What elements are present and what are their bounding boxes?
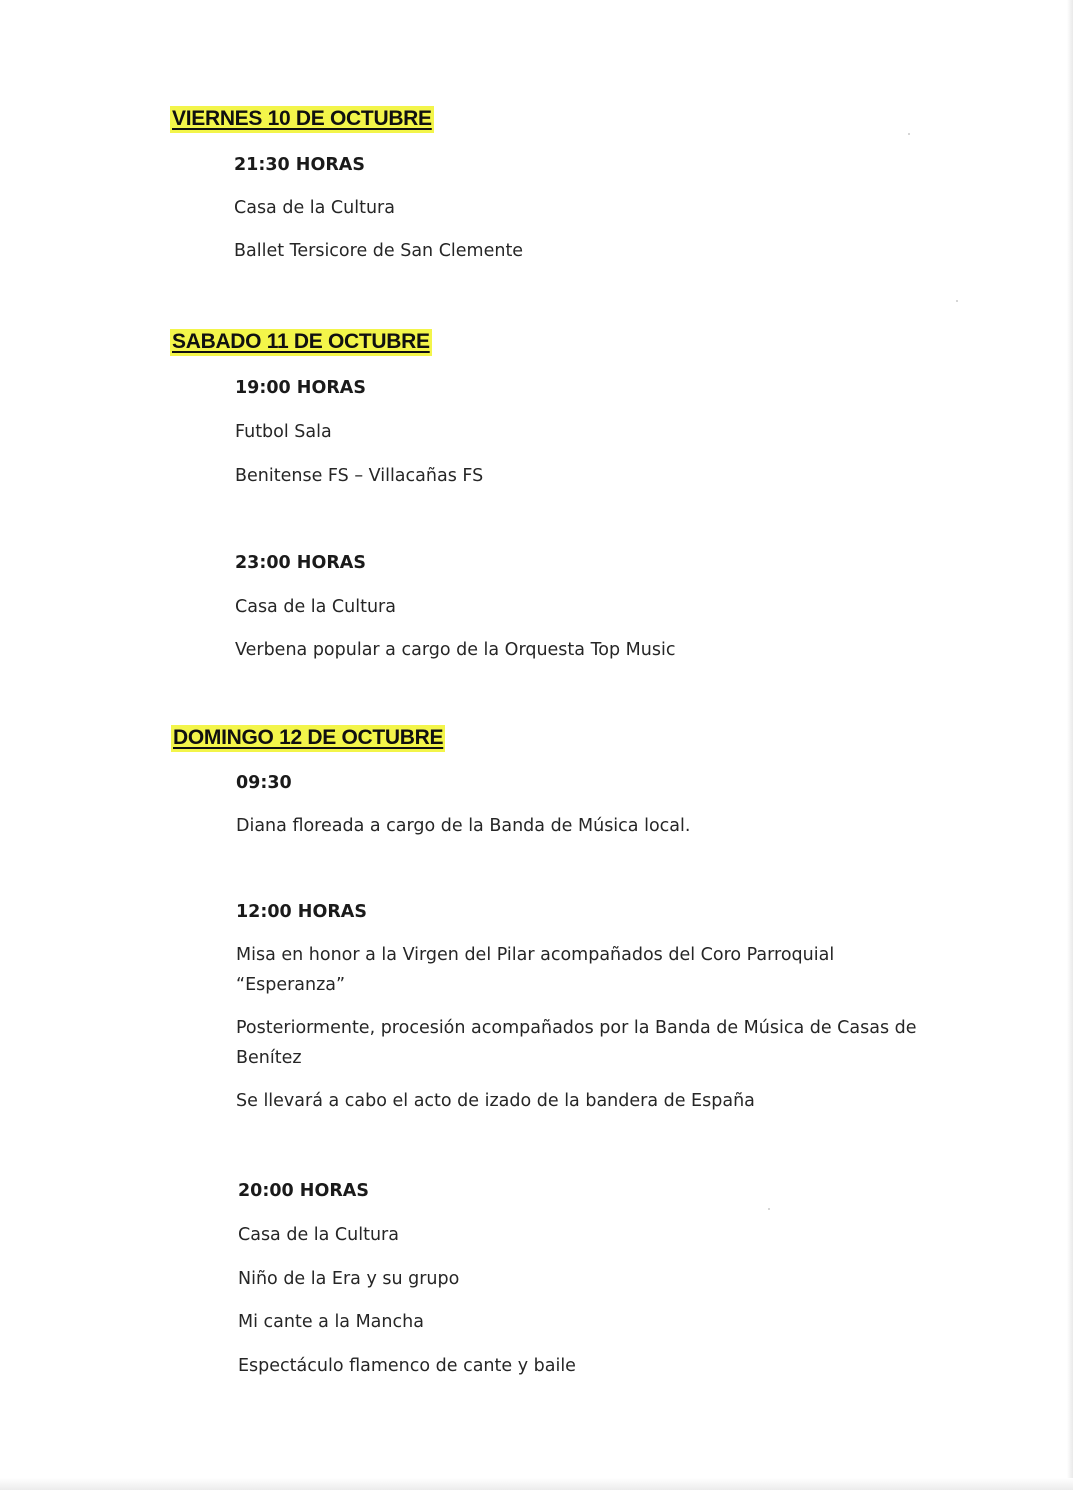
scan-edge-bottom [0, 1478, 1073, 1490]
event-line: Verbena popular a cargo de la Orquesta Top Music [235, 640, 676, 660]
day-heading-domingo: DOMINGO 12 DE OCTUBRE [171, 725, 445, 752]
event-line: Casa de la Cultura [234, 198, 395, 218]
day-heading-viernes: VIERNES 10 DE OCTUBRE [170, 106, 434, 133]
event-time: 20:00 HORAS [238, 1181, 369, 1201]
event-time: 12:00 HORAS [236, 902, 367, 922]
event-time: 19:00 HORAS [235, 378, 366, 398]
event-line: Se llevará a cabo el acto de izado de la bandera de España [236, 1091, 755, 1111]
event-line: Casa de la Cultura [235, 597, 396, 617]
event-line: Espectáculo flamenco de cante y baile [238, 1356, 576, 1376]
scan-edge-right [1067, 0, 1073, 1490]
event-line: Mi cante a la Mancha [238, 1312, 424, 1332]
day-heading-sabado: SABADO 11 DE OCTUBRE [170, 329, 432, 356]
event-line: Futbol Sala [235, 422, 332, 442]
event-line: Misa en honor a la Virgen del Pilar acompañados del Coro Parroquial “Esperanza” [236, 945, 835, 995]
event-line: Niño de la Era y su grupo [238, 1269, 460, 1289]
event-line: Ballet Tersicore de San Clemente [234, 241, 524, 261]
event-time: 09:30 [236, 773, 292, 793]
scan-speck [908, 133, 910, 135]
event-time: 23:00 HORAS [235, 553, 366, 573]
event-line: Benitense FS – Villacañas FS [235, 466, 484, 486]
event-line: Diana floreada a cargo de la Banda de Música local. [236, 816, 691, 836]
event-line: Casa de la Cultura [238, 1225, 399, 1245]
scan-speck [956, 300, 958, 302]
scan-speck [768, 1208, 770, 1210]
event-line: Posteriormente, procesión acompañados por la Banda de Música de Casas de Benítez [236, 1018, 917, 1068]
event-time: 21:30 HORAS [234, 155, 365, 175]
